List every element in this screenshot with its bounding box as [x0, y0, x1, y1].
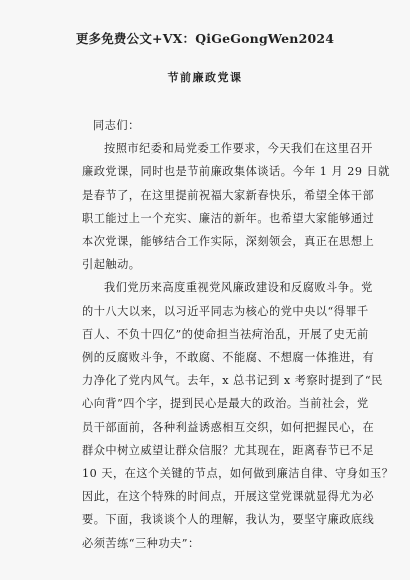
body-line: 因此，在这个特殊的时间点，开展这堂党课就显得尤为必: [82, 490, 375, 504]
body-line: 员干部面前，各种利益诱惑相互交织，如何把握民心，在: [82, 420, 375, 434]
body-line: 同志们：: [93, 119, 140, 132]
document-title: 节前廉政党课: [167, 71, 243, 84]
body-line: 力净化了党内风气。去年，x 总书记到 x 考察时提到了“民: [82, 374, 383, 388]
body-line: 是春节了，在这里提前祝福大家新春快乐，希望全体干部: [82, 188, 375, 202]
body-line: 本次党课，能够结合工作实际，深刻领会，真正在思想上: [82, 235, 375, 249]
header-banner: 更多免费公文+VX：QiGeGongWen2024: [75, 31, 335, 46]
body-line: 的十八大以来，以习近平同志为核心的党中央以“得罪千: [82, 304, 369, 318]
body-line: 百人、不负十四亿”的使命担当祛疴治乱，开展了史无前: [82, 327, 369, 341]
body-line: 群众中树立威望让群众信服？尤其现在，距离春节已不足: [82, 443, 375, 457]
body-line: 10 天，在这个关键的节点，如何做到廉洁自律、守身如玉？: [82, 467, 394, 481]
body-line: 职工能过上一个充实、廉洁的新年。也希望大家能够通过: [82, 211, 375, 225]
body-line: 按照市纪委和局党委工作要求，今天我们在这里召开: [104, 142, 373, 156]
body-line: 我们党历来高度重视党风廉政建设和反腐败斗争。党: [104, 281, 373, 295]
body-line: 廉政党课，同时也是节前廉政集体谈话。今年 1 月 29 日就: [82, 165, 390, 179]
body-line: 引起触动。: [82, 258, 141, 272]
document-body: [82, 114, 394, 555]
body-line: 心向背”四个字，提到民心是最大的政治。当前社会，党: [82, 397, 369, 411]
body-line: 例的反腐败斗争，不敢腐、不能腐、不想腐一体推进，有: [82, 351, 375, 365]
body-line: 必须苦练“三种功夫”：: [82, 536, 200, 550]
body-line: 要。下面，我谈谈个人的理解，我认为，要坚守廉政底线: [82, 513, 375, 527]
